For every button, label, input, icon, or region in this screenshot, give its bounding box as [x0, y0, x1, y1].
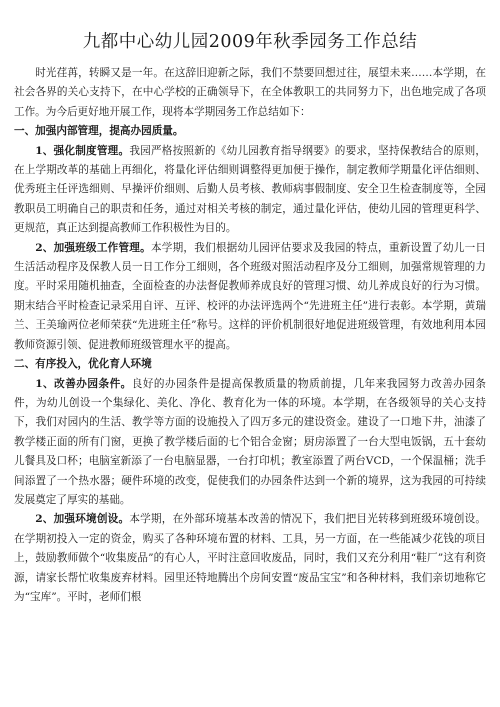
heading-text: 一、加强内部管理，提高办园质量。 [14, 125, 184, 138]
heading-text: 二、有序投入，优化育人环境 [14, 358, 152, 371]
paragraph-lead: 1、强化制度管理。 [35, 144, 130, 157]
paragraph-text: 良好的办园条件是提高保教质量的物质前提，几年来我园努力改善办园条件，为幼儿创设一个集绿化、美化、净化、教育化为一体的环境。本学期，在各级领导的关心支持下，我们对园内的生活、教学等方面的设施投入了四万多元的建设资金。建设了一口地下井，油漆了教学楼正面的所有门窗，更换了教学楼后面的七个铝合金窗；厨房添置了一台大型电饭锅，五十套幼儿餐具及口杯；电脑室新添了一台电脑显器，一台打印机；教室添置了两台VCD，一个保温桶；洗手间添置了一个热水器；硬件环境的改变，促使我们的办园条件达到一个新的境界，这为我园的可持续发展奠定了厚实的基础。 [14, 377, 487, 506]
paragraph [14, 510, 486, 607]
paragraph-text: 本学期，在外部环境基本改善的情况下，我们把目光转移到班级环境创设。在学期初投入一定的资金，购买了各种环境布置的材料、工具，另一方面，在一些能减少花钱的项目上，鼓励教师做个“收集废品”的有心人，平时注意回收废品，同时，我们又充分利用“鞋厂”这有利资源，请家长帮忙收集废弃材料。园里还特地腾出个房间安置“废品宝宝”和各种材料，我们亲切地称它为“宝库”。平时，老师们根 [14, 513, 487, 603]
paragraph [14, 239, 486, 355]
paragraph-lead: 2、加强环境创设。 [35, 513, 130, 526]
paragraph-text: 我园严格按照新的《幼儿园教育指导纲要》的要求，坚持保教结合的原则，在上学期改革的基础上再细化，将量化评估细则调整得更加便于操作，制定教师学期量化评估细则、优秀班主任评选细则、早操评价细则、后勤人员考核、教师病事假制度、安全卫生检查制度等，全园教职员工明确自己的职责和任务，通过对相关考核的制定，通过量化评估，使幼儿园的管理更科学、更规范，真正达到提高教师工作积极性为目的。 [14, 144, 487, 235]
section-heading [14, 355, 486, 374]
paragraph-lead: 2、加强班级工作管理。 [35, 241, 151, 254]
document-title: 九都中心幼儿园2009年秋季园务工作总结 [82, 32, 418, 52]
paragraph [14, 64, 486, 122]
paragraph-text: 时光荏苒，转瞬又是一年。在这辞旧迎新之际，我们不禁要回想过往，展望未来……本学期，在社会各界的关心支持下，在中心学校的正确领导下，在全体教职工的共同努力下，出色地完成了各项工作。为今后更好地开展工作，现将本学期园务工作总结如下： [14, 67, 486, 118]
paragraph [14, 142, 486, 239]
section-heading [14, 122, 486, 141]
paragraph [14, 375, 486, 511]
paragraph-lead: 1、改善办园条件。 [35, 377, 132, 390]
paragraph-text: 本学期，我们根据幼儿园评估要求及我园的特点，重新设置了幼儿一日生活活动程序及保教人员一日工作分工细则，各个班级对照活动程序及分工细则，加强常规管理的力度。平时采用随机抽查，全面检查的办法督促教师养成良好的管理习惯、幼儿养成良好的行为习惯。期末结合平时检查记录采用自评、互评、校评的办法评选两个“先进班主任”进行表彰。本学期，黄瑞兰、王美瑜两位老师荣获“先进班主任”称号。这样的评价机制很好地促进班级管理，有效地利用本园教师资源引领、促进教师班级管理水平的提高。 [14, 241, 486, 351]
document-body [14, 64, 486, 607]
